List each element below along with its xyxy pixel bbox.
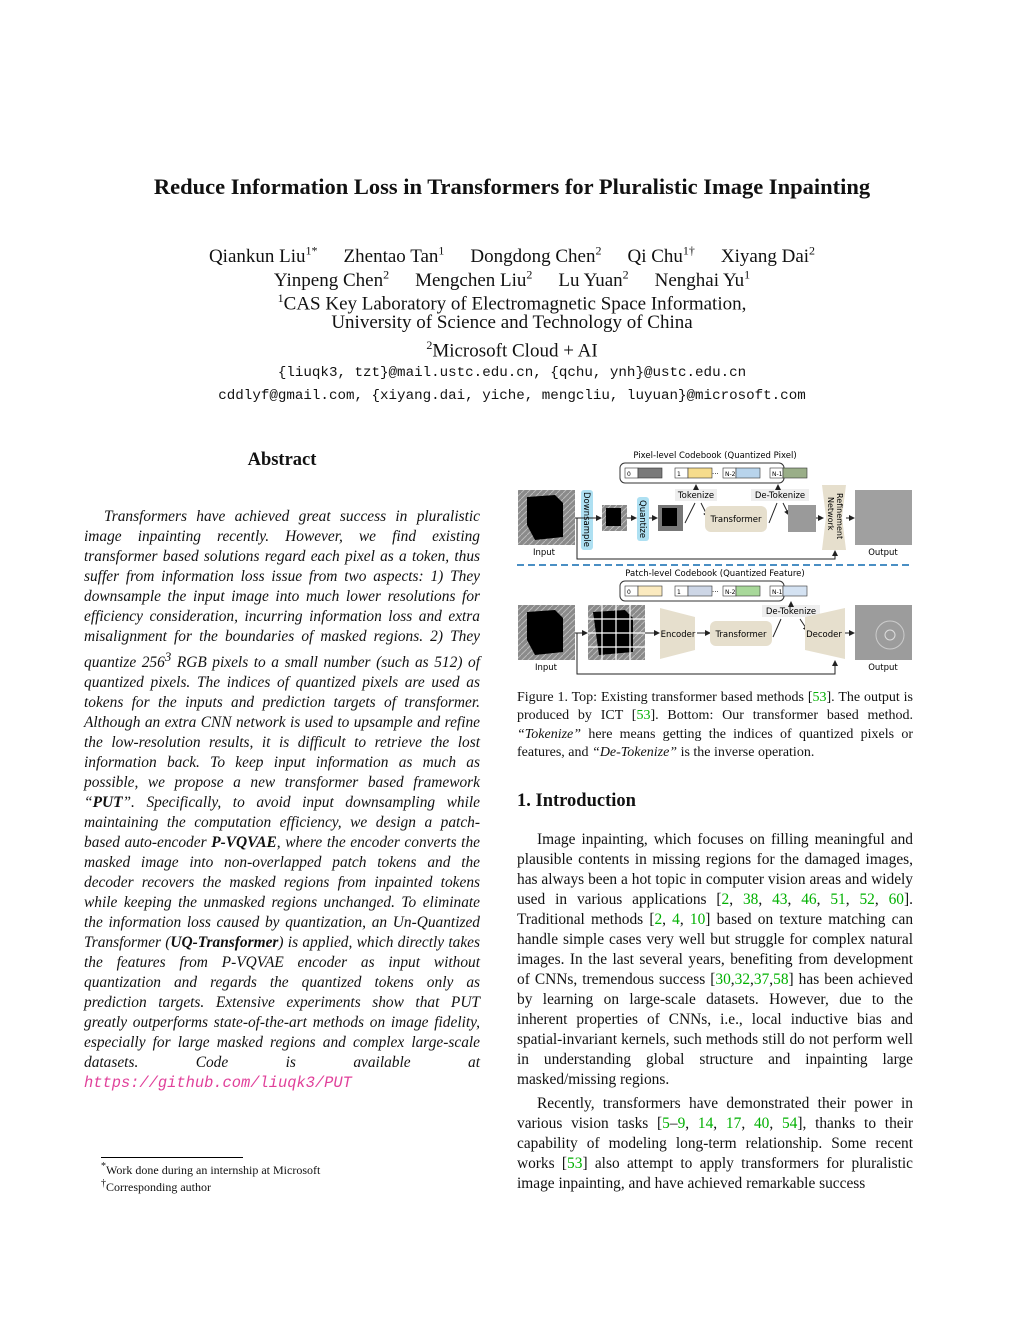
text-run: PUT (92, 794, 123, 812)
code-color-swatch (783, 586, 807, 596)
top-detokenize-label: De-Tokenize (754, 491, 806, 501)
author-name: Dongdong Chen$^2$ (470, 244, 602, 268)
top-transformer-label: Transformer (710, 515, 762, 525)
text-run: ] also attempt to apply transformers for pluralistic image inpainting, and have achieved remarkable success (517, 1155, 913, 1192)
citation-link[interactable]: 40 (753, 1115, 770, 1132)
code-index-label: N-1 (772, 589, 783, 596)
abstract-body (84, 507, 480, 1093)
author-name: Qi Chu$^{1\dagger}$ (627, 244, 695, 268)
code-ellipsis: ··· (712, 470, 719, 478)
citation-link[interactable]: 51 (830, 891, 846, 908)
text-run: 256 (141, 654, 165, 672)
text-run: ]. Bottom: Our transformer based method. (650, 708, 913, 724)
text-run: , (750, 971, 754, 988)
citation-link[interactable]: 2 (654, 911, 663, 928)
text-run: “Tokenize” (517, 726, 582, 742)
text-run: , (713, 1115, 726, 1132)
citation-link[interactable]: 58 (773, 971, 789, 988)
affil-sup: 2 (426, 338, 433, 352)
figure-1-diagram (515, 445, 915, 677)
author-affil-mark: 1† (682, 244, 695, 258)
author-affil-mark: 2 (622, 268, 629, 282)
text-run: ) is applied, which directly takes the features from P-VQVAE encoder as input without quantization and regards the quantized tokens only as prediction targets. Extensive experiments show that PUT greatly outperforms state-of-the-art methods on image fidelity, especially for large masked regions and complex large-scale datasets. Code is available at (84, 934, 480, 1072)
code-index-label: N-2 (725, 589, 736, 596)
author-affil-mark: 1 (438, 244, 445, 258)
text-run: is the inverse operation. (677, 744, 815, 760)
affil-sup: 1 (277, 291, 284, 305)
top-output-label: Output (868, 548, 898, 558)
footnote-mark: † (101, 1178, 106, 1189)
citation-link[interactable]: 46 (801, 891, 817, 908)
text-run: , (662, 911, 673, 928)
citation-link[interactable]: 9 (677, 1115, 686, 1132)
citation-link[interactable]: 54 (781, 1115, 798, 1132)
citation-link[interactable]: 30 (715, 971, 731, 988)
code-color-swatch (736, 586, 760, 596)
text-run: Image inpainting, which focuses on filling meaningful and plausible contents in missing regions for the damaged images, has always been a hot topic in computer vision areas and widely used in various applications [ (517, 831, 913, 908)
text-run: ], thanks to their capability of modeling long-term relationship. Some recent works [ (517, 1115, 913, 1172)
bottom-detokenize-label: De-Tokenize (765, 607, 817, 617)
citation-link[interactable]: 32 (734, 971, 751, 988)
citation-link[interactable]: 4 (672, 911, 680, 928)
refinement-label: Refinement (835, 493, 844, 540)
figure-caption (517, 689, 913, 762)
text-run: , (730, 971, 735, 988)
emails-2: cddlyf@gmail.com, {xiyang.dai, yiche, mengcliu, luyuan}@microsoft.com (218, 388, 806, 404)
top-codebook-title: Pixel-level Codebook (Quantized Pixel) (633, 451, 797, 461)
intro-paragraph (517, 830, 913, 1090)
text-run: 3 (164, 650, 172, 664)
patch-grid-image (588, 605, 645, 660)
abstract-paragraph (84, 507, 480, 1093)
text-run: , (758, 891, 773, 908)
code-index-label: N-1 (772, 471, 783, 478)
citation-link[interactable]: 2 (721, 891, 730, 908)
author-affil-mark: 2 (809, 244, 816, 258)
tokenize-label: Tokenize (677, 491, 715, 501)
decoder-label: Decoder (806, 630, 842, 640)
code-index-label: N-2 (725, 471, 736, 478)
text-run: – (669, 1115, 678, 1132)
footnote-rule (101, 1157, 243, 1158)
citation-link[interactable]: 14 (697, 1115, 714, 1132)
author-name: Nenghai Yu$^1$ (654, 268, 751, 292)
author-name: Yinpeng Chen$^2$ (273, 268, 390, 292)
footnote-2 (101, 1178, 211, 1195)
text-run: Figure 1. Top: Existing transformer based methods [ (517, 690, 813, 705)
encoder-label: Encoder (660, 630, 696, 640)
citation-link[interactable]: 38 (742, 891, 759, 908)
citation-link[interactable]: 5 (662, 1115, 670, 1132)
text-run: , where the encoder converts the masked image into non-overlapped patch tokens and the decoder recovers the masked regions from inpainted tokens while keeping the unmasked regions unchanged. To eliminate the information loss caused by quantization, an Un-Quantized Transformer ( (84, 834, 480, 952)
bottom-output-label: Output (868, 663, 898, 673)
text-run: , (769, 1115, 782, 1132)
bottom-input-label: Input (534, 663, 558, 673)
citation-link[interactable]: 53 (636, 708, 651, 724)
text-run: UQ-Transformer (170, 934, 279, 952)
downsample-label: Downsample (581, 492, 591, 547)
network-label: Network (826, 497, 835, 531)
affiliation-2 (0, 334, 1024, 363)
bottom-transformer-label: Transformer (715, 630, 767, 640)
text-run: , (729, 891, 743, 908)
text-run: ”. Specifically, to avoid input downsampling while maintaining the computation efficiency, we design a patch-based auto-encoder (84, 794, 480, 852)
citation-link[interactable]: 60 (888, 891, 904, 908)
text-run: , (816, 891, 831, 908)
text-run: “De-Tokenize” (592, 744, 678, 760)
citation-link[interactable]: 53 (812, 690, 827, 705)
author-affil-mark: 2 (595, 244, 602, 258)
intro-paragraph (517, 1094, 913, 1194)
text-run: , (769, 971, 774, 988)
code-ellipsis: ··· (712, 588, 719, 596)
quantize-label: Quantize (637, 500, 647, 539)
citation-link[interactable]: 52 (859, 891, 875, 908)
text-run: , (874, 891, 889, 908)
affil-text: CAS Key Laboratory of Electromagnetic Space Information, (283, 293, 747, 315)
footnote-mark: * (101, 1161, 106, 1172)
text-run: , (741, 1115, 754, 1132)
code-color-swatch (638, 586, 662, 596)
author-name: Qiankun Liu$^{1*}$ (208, 244, 318, 268)
abstract-heading: Abstract (247, 450, 317, 470)
author-name: Mengchen Liu$^2$ (415, 268, 533, 292)
code-index-label: 1 (677, 589, 681, 596)
top-input-label: Input (532, 548, 556, 558)
author-name: Xiyang Dai$^2$ (720, 244, 816, 268)
code-color-swatch (688, 586, 712, 596)
citation-link[interactable]: 43 (772, 891, 788, 908)
code-color-swatch (688, 468, 712, 478)
code-index-label: 1 (677, 471, 681, 478)
text-run: , (845, 891, 860, 908)
paper-title: Reduce Information Loss in Transformers for Pluralistic Image Inpainting (153, 174, 871, 199)
transformer-output-image (788, 505, 816, 532)
mask-shape (527, 495, 563, 540)
citation-link[interactable]: 37 (753, 971, 770, 988)
footnote-text: Work done during an internship at Microsoft (106, 1163, 321, 1177)
author-name: Lu Yuan$^2$ (558, 268, 629, 292)
code-color-swatch (736, 468, 760, 478)
text-run: ]. Traditional methods [ (517, 891, 913, 928)
text-run: ]. The output is produced by ICT [ (517, 690, 914, 724)
citation-link[interactable]: 10 (689, 911, 706, 928)
code-color-swatch (638, 468, 662, 478)
citation-link[interactable]: 17 (725, 1115, 742, 1132)
citation-link[interactable]: 53 (567, 1155, 583, 1172)
text-run: RGB pixels to a small number (such as 512) of quantized pixels. The indices of quantized pixels are used as tokens for the inputs and prediction targets of transformer. Although an extra CNN network is used to upsample and refine the low-resolution results, it is difficult to retrieve the lost information back. To keep input information as much as possible, we propose a new transformer based framework “ (84, 654, 480, 812)
code-url-link[interactable]: https://github.com/liuqk3/PUT (84, 1074, 352, 1093)
code-color-swatch (783, 468, 807, 478)
emails-1: {liuqk3, tzt}@mail.ustc.edu.cn, {qchu, ynh}@ustc.edu.cn (277, 365, 747, 381)
author-affil-mark: 2 (383, 268, 390, 282)
author-name: Zhentao Tan$^1$ (343, 244, 445, 268)
code-index-label: 0 (627, 471, 631, 478)
text-run: here means getting the indices of quantized pixels or features, and (517, 726, 913, 760)
text-run: , (679, 911, 690, 928)
text-run: Recently, transformers have demonstrated their power in various vision tasks [ (517, 1095, 913, 1132)
text-run: ] has been achieved by learning on large-scale datasets. However, due to the inherent properties of CNNs, i.e., local inductive bias and spatial-invariant kernels, such methods still do not perform well in understanding global structure and inpainting large masked/missing regions. (517, 971, 913, 1088)
code-index-label: 0 (627, 589, 631, 596)
introduction-body (517, 830, 913, 1198)
text-run: ] based on texture matching can handle simple cases very well but struggle for complex natural images. In the last several years, benefiting from development of CNNs, tremendous success [ (517, 911, 914, 988)
author-affil-mark: 1 (744, 268, 751, 282)
text-run: P-VQVAE (211, 834, 277, 852)
footnote-1 (101, 1161, 320, 1178)
top-output-image (855, 490, 912, 545)
text-run: Transformers have achieved great success in pluralistic image inpainting recently. However, we find existing transformer based solutions regard each pixel as a token, thus suffer from information loss issue from two aspects: 1) They downsample the input image into much lower resolutions for efficiency consideration, incurring information loss and extra misalignment for the boundaries of masked regions. 2) They quantize (84, 508, 480, 672)
text-run: , (787, 891, 802, 908)
text-run: , (685, 1115, 698, 1132)
affiliation-1b: University of Science and Technology of China (331, 312, 693, 333)
bottom-codebook-title: Patch-level Codebook (Quantized Feature) (625, 569, 805, 579)
introduction-heading: 1. Introduction (517, 791, 636, 811)
author-affil-mark: 2 (526, 268, 533, 282)
author-affil-mark: 1* (305, 244, 318, 258)
footnote-text: Corresponding author (106, 1180, 211, 1194)
affil-text: Microsoft Cloud + AI (432, 340, 598, 362)
